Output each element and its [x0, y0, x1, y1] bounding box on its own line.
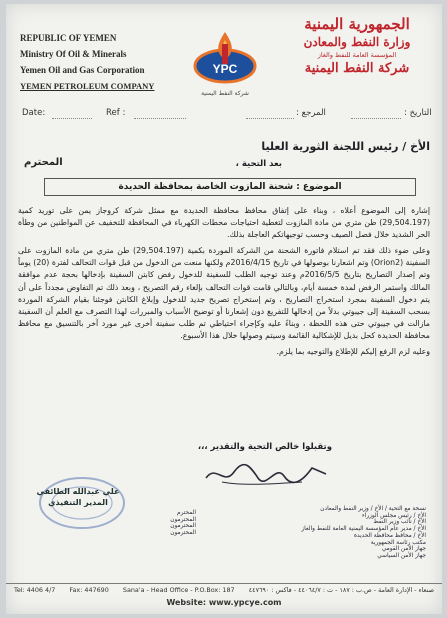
arabic-header: [282, 14, 432, 78]
cc-title-2: المحترمون: [170, 516, 196, 523]
footer-tel: Tel: 4406 4/7: [14, 586, 56, 594]
date-dotline-ar: [351, 118, 401, 119]
date-label-ar: التاريخ :: [404, 108, 432, 118]
ar-header-line-2: وزارة النفط والمعادن: [303, 35, 411, 49]
letter-body: [18, 205, 430, 362]
footer-rule: [6, 583, 442, 584]
respect-title: المحترم: [24, 157, 63, 168]
cc-title-1: المحترم: [176, 510, 196, 516]
ref-dotline-en: [134, 118, 186, 119]
letter-page: [6, 4, 442, 614]
footer-contacts: [14, 586, 434, 594]
handwritten-signature: [202, 456, 332, 490]
subject-box: الموضوع : شحنة المازوت الخاصة بمحافظة الحديدة: [44, 178, 416, 196]
ar-header-line-4: شركة النفط اليمنية: [304, 61, 410, 76]
greeting: بعد التحية ،: [235, 159, 282, 169]
footer-address: Sana'a - Head Office - P.O.Box: 187: [122, 586, 235, 594]
recipient-line: الأخ / رئيس اللجنة الثورية العليا: [261, 140, 430, 153]
cc-line-4: الأخ / مدير عام المؤسسة اليمنية العامة للنفط والغاز: [301, 526, 426, 533]
ref-dotline-ar: [246, 118, 294, 119]
cc-line-3: الأخ / نائب وزير النفط: [373, 519, 426, 526]
en-header-line-3: Yemen Oil and Gas Corporation: [20, 65, 145, 75]
ar-header-line-3: المؤسسة العامة للنفط والغاز: [317, 51, 397, 59]
body-paragraph-1: إشارة إلى الموضوع أعلاه ، وبناء على إتفاق محافظ محافظة الحديدة مع ممثل شركة كروجاز يمن على توريد كمية (29,504.197) طن متري من مادة المازوت لتغطية احتياجات محطات الكهرباء في المحافظة للتخفيف عن المواطنين من وطأة الحر الشديد خلال فصل الصيف وحسب توجيهاتكم العاجلة بذلك.: [18, 206, 430, 240]
ar-header-line-1: الجمهورية اليمنية: [304, 15, 410, 33]
en-header-line-4: YEMEN PETROLEUM COMPANY: [20, 81, 155, 91]
date-dotline-en: [52, 118, 92, 119]
logo-caption: شركة النفط اليمنية: [201, 90, 249, 97]
signer-block: [28, 486, 128, 508]
body-paragraph-2: وعلى ضوء ذلك فقد تم استلام فاتورة الشحنة من الشركة الموردة بكمية (29,504.197) طن متري من مادة المازوت على السفينة (Orion2) وتم اشعارنا بوصولها في تاريخ 2016/4/15م ولكنها منعت من الدخول من قبل قوات التحالف لفترة (20) يوماً وتم إصدار التصاريح بتاريخ 2016/5/5م وعند توجيه الطلب للسفينة للدخول رفض كابتن السفينة بإدخالها بحجة عدم موافقة المالك واستمر الرفض لمدة خمسة أيام، وبالتالي قامت قوات التحالف بإلغاء رقم التصريح ، وبعد ذلك تم التفاوض مجدداً على أن يتم دخول السفينة بمجرد استخراج التصاريح ، وتم إستخراج تصريح جديد للدخول وإبلاغ الكابتن فوجئنا بقيام الشركة الموردة بسحب السفينة إلى جيبوتي بدلاً من إدخالها للتفريغ دون إشعارنا أو توضيح الأسباب والمبررات لهذا التصرف مع العلم أن السفينة مازالت في جيبوتي حتى هذه اللحظة ، وبناءً عليه وكإجراء احتياطي تم طلب سفينة أخرى غير مورد آخر بالتنسيق مع محافظ محافظة الحديدة كحل بديل للإشكالية القائمة وسيتم وصولها خلال هذا الأسبوع.: [18, 246, 430, 340]
en-header-line-1: REPUBLIC OF YEMEN: [20, 33, 117, 43]
ypc-logo: [189, 26, 261, 88]
english-header: [20, 30, 154, 94]
footer-website: Website: www.ypcye.com: [166, 598, 282, 607]
cc-list: [276, 506, 426, 560]
body-paragraph-3: وعليه لزم الرفع إليكم للإطلاع والتوجيه بما يلزم.: [276, 347, 430, 357]
cc-line-7: جهاز الأمن القومي: [381, 546, 426, 553]
en-header-line-2: Ministry Of Oil & Minerals: [20, 49, 127, 59]
closing-line: وتقبلوا خالص التحية والتقدير ،،،: [197, 442, 332, 452]
ref-label-ar: المرجع :: [296, 108, 326, 118]
ref-label-en: Ref :: [106, 108, 126, 118]
logo-text: YPC: [212, 62, 238, 76]
cc-line-1: نسخة مع التحية / الأخ / وزير النفط والمعادن: [320, 506, 426, 512]
cc-titles: [156, 510, 196, 537]
cc-line-8: جهاز الأمن السياسي: [377, 552, 426, 559]
cc-line-2: الأخ / رئيس مجلس الوزراء: [362, 512, 426, 519]
cc-line-5: الأخ / محافظ محافظة الحديدة: [354, 532, 426, 539]
footer-ar-address: صنعاء - الإدارة العامة - ص.ب : ١٨٧ - ت : ٤٤٠٦٤/٧ - فاكس : ٤٤٧٦٩٠: [248, 586, 434, 594]
cc-line-6: مكتب رئاسة الجمهورية: [370, 539, 426, 546]
footer-fax: Fax: 447690: [69, 586, 109, 594]
date-label-en: Date:: [22, 108, 46, 118]
signer-name: علي عبدالله الطائفي: [36, 487, 120, 496]
cc-title-4: المحترمون: [170, 530, 196, 537]
signer-title: المدير التنفيذي: [48, 498, 108, 507]
cc-title-3: المحترمون: [170, 523, 196, 530]
